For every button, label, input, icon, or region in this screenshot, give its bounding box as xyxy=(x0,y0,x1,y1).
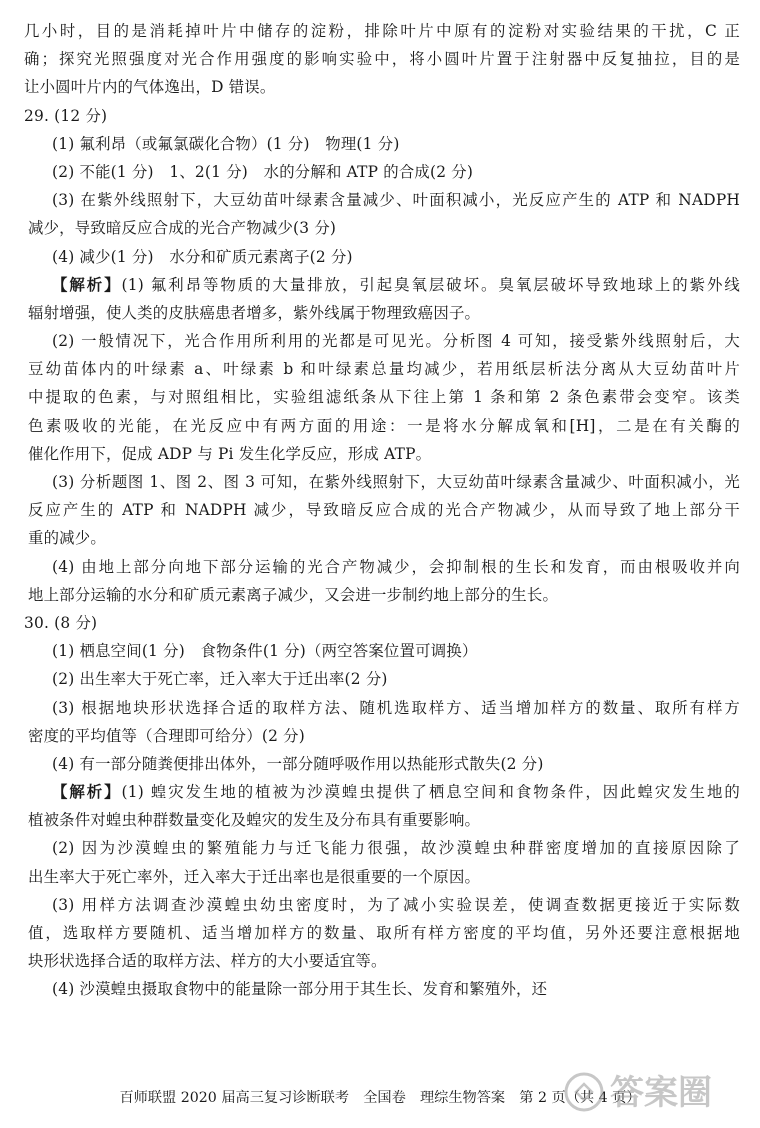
analysis-line: (3) 用样方法调查沙漠蝗虫幼虫密度时，为了减小实验误差，使调查数据更接近于实际数 xyxy=(52,895,740,914)
analysis-line: 地上部分运输的水分和矿质元素离子减少，又会进一步制约地上部分的生长。 xyxy=(28,585,559,604)
analysis-line: (4) 由地上部分向地下部分运输的光合产物减少，会抑制根的生长和发育，而由根吸收并向 xyxy=(52,557,740,576)
text-line: 几小时，目的是消耗掉叶片中储存的淀粉，排除叶片中原有的淀粉对实验结果的干扰，C 正 xyxy=(24,22,740,40)
answer-line: (4) 减少(1 分) 水分和矿质元素离子(2 分) xyxy=(52,247,353,266)
question-29-heading: 29. (12 分) xyxy=(24,106,108,125)
analysis-line: 催化作用下，促成 ADP 与 Pi 发生化学反应，形成 ATP。 xyxy=(28,444,432,463)
analysis-line: 豆幼苗体内的叶绿素 a、叶绿素 b 和叶绿素总量均减少，若用纸层析法分离从大豆幼苗叶片 xyxy=(28,360,740,379)
analysis-line: (2) 因为沙漠蝗虫的繁殖能力与迁飞能力很强，故沙漠蝗虫种群密度增加的直接原因除了 xyxy=(52,839,740,858)
watermark-text: 答案圈 xyxy=(610,1073,712,1113)
page-footer: 百师联盟 2020 届高三复习诊断联考 全国卷 理综生物答案 第 2 页（共 4 页） xyxy=(119,1090,641,1106)
answer-line: (2) 不能(1 分) 1、2(1 分) 水的分解和 ATP 的合成(2 分) xyxy=(52,162,474,181)
answer-line: 减少，导致暗反应合成的光合产物减少(3 分) xyxy=(28,219,337,238)
analysis-line: 【解析】(1) 蝗灾发生地的植被为沙漠蝗虫提供了栖息空间和食物条件，因此蝗灾发生地的 xyxy=(52,783,740,802)
analysis-line: 辐射增强，使人类的皮肤癌患者增多，紫外线属于物理致癌因子。 xyxy=(28,303,481,322)
answer-line: (3) 在紫外线照射下，大豆幼苗叶绿素含量减少、叶面积减小，光反应产生的 ATP 和 NADPH xyxy=(52,191,740,210)
analysis-label: 【解析】 xyxy=(52,783,122,802)
analysis-line: 重的减少。 xyxy=(28,529,106,548)
analysis-line: 中提取的色素，与对照组相比，实验组滤纸条从下往上第 1 条和第 2 条色素带会变窄。该类 xyxy=(28,388,740,407)
answer-line: 密度的平均值等（合理即可给分）(2 分) xyxy=(28,726,305,745)
answer-line: (4) 有一部分随粪便排出体外，一部分随呼吸作用以热能形式散失(2 分) xyxy=(52,754,544,773)
watermark-logo xyxy=(562,1062,752,1122)
answer-line: (1) 栖息空间(1 分) 食物条件(1 分)（两空答案位置可调换） xyxy=(52,642,478,661)
answer-line: (1) 氟利昂（或氟氯碳化合物）(1 分) 物理(1 分) xyxy=(52,134,400,153)
analysis-line: 植被条件对蝗虫种群数量变化及蝗灾的发生及分布具有重要影响。 xyxy=(28,811,481,830)
question-30-heading: 30. (8 分) xyxy=(24,613,98,632)
analysis-line: 值，选取样方要随机、适当增加样方的数量、取所有样方密度的平均值，另外还要注意根据地 xyxy=(28,924,740,942)
analysis-line: (3) 分析题图 1、图 2、图 3 可知，在紫外线照射下，大豆幼苗叶绿素含量减少、叶面积减小，光 xyxy=(52,473,740,491)
text-line: 让小圆叶片内的气体逸出，D 错误。 xyxy=(24,78,276,97)
analysis-line: 反应产生的 ATP 和 NADPH 减少，导致暗反应合成的光合产物减少，从而导致了地上部分干 xyxy=(28,501,740,520)
analysis-line: (2) 一般情况下，光合作用所利用的光都是可见光。分析图 4 可知，接受紫外线照射后，大 xyxy=(52,332,740,351)
analysis-line: 色素吸收的光能，在光反应中有两方面的用途：一是将水分解成氧和[H]，二是在有关酶的 xyxy=(28,416,740,435)
answer-line: (3) 根据地块形状选择合适的取样方法、随机选取样方、适当增加样方的数量、取所有样方 xyxy=(52,698,740,717)
analysis-line: 【解析】(1) 氟利昂等物质的大量排放，引起臭氧层破坏。臭氧层破坏导致地球上的紫外线 xyxy=(52,275,740,294)
analysis-line: (4) 沙漠蝗虫摄取食物中的能量除一部分用于其生长、发育和繁殖外，还 xyxy=(52,980,548,999)
answer-content xyxy=(24,17,740,1004)
analysis-line: 出生率大于死亡率外，迁入率大于迁出率也是很重要的一个原因。 xyxy=(28,867,481,886)
text-line: 确；探究光照强度对光合作用强度的影响实验中，将小圆叶片置于注射器中反复抽拉，目的是 xyxy=(24,50,740,69)
analysis-line: 块形状选择合适的取样方法、样方的大小要适宜等。 xyxy=(28,952,387,971)
analysis-label: 【解析】 xyxy=(52,275,122,294)
answer-line: (2) 出生率大于死亡率，迁入率大于迁出率(2 分) xyxy=(52,670,388,689)
